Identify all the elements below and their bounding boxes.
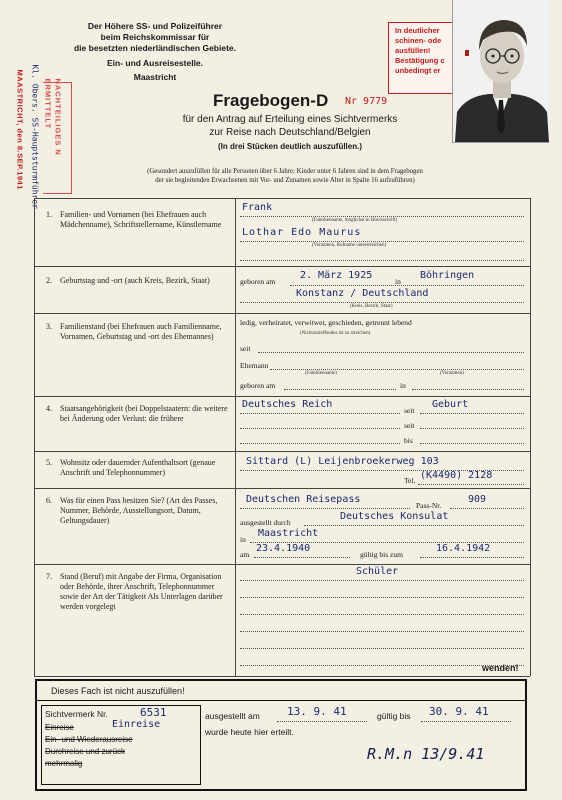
portrait-image (453, 0, 549, 142)
red-box-line: schinen- ode (395, 36, 442, 45)
pass-city-value: Maastricht (258, 528, 319, 539)
authority-block (40, 21, 270, 83)
birth-region-value: Konstanz / Deutschland (296, 288, 429, 299)
pass-valid-label: gültig bis zum (360, 550, 403, 559)
stamp-line-2: ERMITTELT (43, 78, 53, 130)
issued-by-label: ausgestellt durch (240, 518, 291, 527)
visa-subbox (41, 705, 201, 785)
issued-on-label: ausgestellt am (205, 711, 260, 721)
visa-type-handwritten: Einreise (112, 719, 161, 730)
subtitle-line-2: zur Reise nach Deutschland/Belgien (209, 127, 371, 138)
subtitle-line-1: für den Antrag auf Erteilung eines Sichtvermerks (182, 114, 398, 125)
visa-valid-value: 30. 9. 41 (429, 705, 489, 718)
field-7-number: 7. (46, 572, 52, 581)
stamp-line-1: NACHTEILIGES N (53, 78, 63, 156)
issued-on-value: 13. 9. 41 (287, 705, 347, 718)
authority-line-1: Der Höhere SS- und Polizeiführer (87, 21, 223, 31)
form-subtitle (140, 113, 440, 153)
visa-type-2: Ein- und Wiederausreise (45, 735, 133, 744)
field-6-label: Was für einen Pass besitzen Sie? (Art des Passes, Nummer, Behörde, Ausstellungsort, Datum, Geltungsdauer) (60, 496, 218, 525)
red-box-line: Bestätigung c (395, 56, 445, 65)
pass-date-value: 23.4.1940 (256, 543, 311, 554)
authority-line-3: die besetzten niederländischen Gebiete. (73, 43, 237, 53)
residence-value: Sittard (L) Leijenbroekerweg 103 (246, 456, 439, 467)
husband-born-label: geboren am (240, 381, 276, 390)
surname-caption: (Familienname, möglichst in Blockschrift) (312, 218, 398, 223)
granted-note: wurde heute hier erteilt. (205, 727, 294, 737)
husband-surname-caption: (Familienname) (305, 371, 337, 376)
field-3-number: 3. (46, 322, 52, 331)
birth-region-caption: (Kreis, Bezirk, Staat) (350, 304, 393, 309)
pass-number-value: 909 (468, 494, 487, 505)
nationality-since-value: Geburt (432, 399, 469, 410)
telephone-label: Tel. (404, 476, 416, 485)
husband-in-label: in (400, 381, 406, 390)
nationality-value: Deutsches Reich (242, 399, 333, 410)
field-7-label: Stand (Beruf) mit Angabe der Firma, Organisation oder Behörde, ihrer Anschrift, Telephonnummer sowie der Art der Tätigkeit Als Unterlagen darüber werden vorgelegt (60, 572, 223, 611)
visa-type-4: mehrmalig (45, 759, 83, 768)
red-box-line: unbedingt er (395, 66, 441, 75)
field-2-label: Geburtstag und -ort (auch Kreis, Bezirk, Staat) (60, 276, 210, 285)
authority-line-2: beim Reichskommissar für (100, 32, 210, 42)
official-box-title: Dieses Fach ist nicht auszufüllen! (51, 686, 185, 696)
field-4-label: Staatsangehörigkeit (bei Doppelstaatern: die weitere bei Änderung oder Verlust: die frühere (60, 404, 228, 423)
field-6-number: 6. (46, 496, 52, 505)
husband-given-caption: (Vornamen) (440, 371, 464, 376)
occupation-value: Schüler (356, 566, 399, 577)
field-5-number: 5. (46, 458, 52, 467)
nationality-since-label-2: seit (404, 421, 415, 430)
stamp-box (43, 78, 72, 194)
form-title (213, 91, 328, 111)
red-box-line: ausfüllen! (395, 46, 431, 55)
nationality-until-label: bis (404, 436, 413, 445)
margin-stamps (0, 60, 46, 290)
visa-number-label: Sichtvermerk Nr. (45, 709, 108, 719)
nationality-since-label: seit (404, 406, 415, 415)
given-names-value: Lothar Edo Maurus (242, 227, 362, 238)
applicant-photo (452, 0, 549, 143)
pass-issued-in-label: in (240, 535, 246, 544)
pass-type-value: Deutschen Reisepass (246, 494, 361, 505)
field-3-label: Familienstand (bei Ehefrauen auch Familienname, Vornamen, Geburtstag und -ort des Ehemannes) (60, 322, 222, 341)
office-line: Ein- und Ausreisestelle. (106, 58, 204, 68)
red-box-line: In deutlicher (395, 26, 440, 35)
form-number: Nr 9779 (345, 96, 388, 107)
visa-number-value: 6531 (140, 706, 167, 719)
city-line: Maastricht (133, 72, 177, 82)
pass-number-label: Pass-Nr. (416, 501, 442, 510)
field-1-label: Familien- und Vornamen (bei Ehefrauen auch Mädchenname), Schriftstellername, Künstlername (60, 210, 222, 229)
issued-by-value: Deutsches Konsulat (340, 511, 449, 522)
field-4-number: 4. (46, 404, 52, 413)
official-signature: R.M.n 13/9.41 (367, 745, 485, 763)
copies-note: (In drei Stücken deutlich auszufüllen.) (217, 142, 362, 151)
official-use-box (35, 679, 527, 791)
instruction-red-box (388, 22, 458, 94)
surname-value: Frank (242, 202, 273, 213)
visa-valid-label: gültig bis (377, 711, 411, 721)
marital-options-caption: (Nichtzutreffendes ist zu streichen) (300, 331, 371, 336)
form-title-text: Fragebogen-D (213, 91, 329, 110)
marital-since-label: seit (240, 344, 251, 353)
pass-date-label: am (240, 550, 250, 559)
birth-place-value: Böhringen (420, 270, 475, 281)
instruction-text (50, 167, 520, 185)
marital-options: ledig, verheiratet, verwitwet, geschieden, getrennt lebend (240, 318, 412, 327)
field-5-label: Wohnsitz oder dauernder Aufenthaltsort (genaue Anschrift und Telephonnummer) (60, 458, 216, 477)
pass-valid-value: 16.4.1942 (436, 543, 491, 554)
field-2-number: 2. (46, 276, 52, 285)
stamp-date: MAASTRICHT, den 8.SEP.1941 (15, 69, 25, 190)
instruction-line-2: der sie begleitenden Erwachsenen mit Vor- und Zunamen sowie Alter in Spalte 16 aufzuführen) (155, 177, 415, 184)
handwritten-note: Kl. Obers. SS-Hauptsturmführer (30, 64, 40, 209)
field-1-number: 1. (46, 210, 52, 219)
given-names-caption: (Vornamen, Rufname unterstreichen) (312, 243, 387, 248)
official-box-divider (37, 700, 525, 701)
turn-over-note: wenden! (482, 663, 519, 673)
husband-label: Ehemann (240, 361, 269, 370)
visa-type-3: Durchreise und zurück (45, 747, 126, 756)
telephone-value: (K4490) 2128 (420, 470, 493, 481)
birth-date-value: 2. März 1925 (300, 270, 373, 281)
birth-in-label: in (395, 277, 401, 286)
visa-type-1: Einreise (45, 723, 74, 732)
born-prefix: geboren am (240, 277, 276, 286)
instruction-line-1: (Gesondert auszufüllen für alle Personen über 6 Jahre; Kinder unter 6 Jahren sind in dem Fragebogen (147, 168, 423, 175)
